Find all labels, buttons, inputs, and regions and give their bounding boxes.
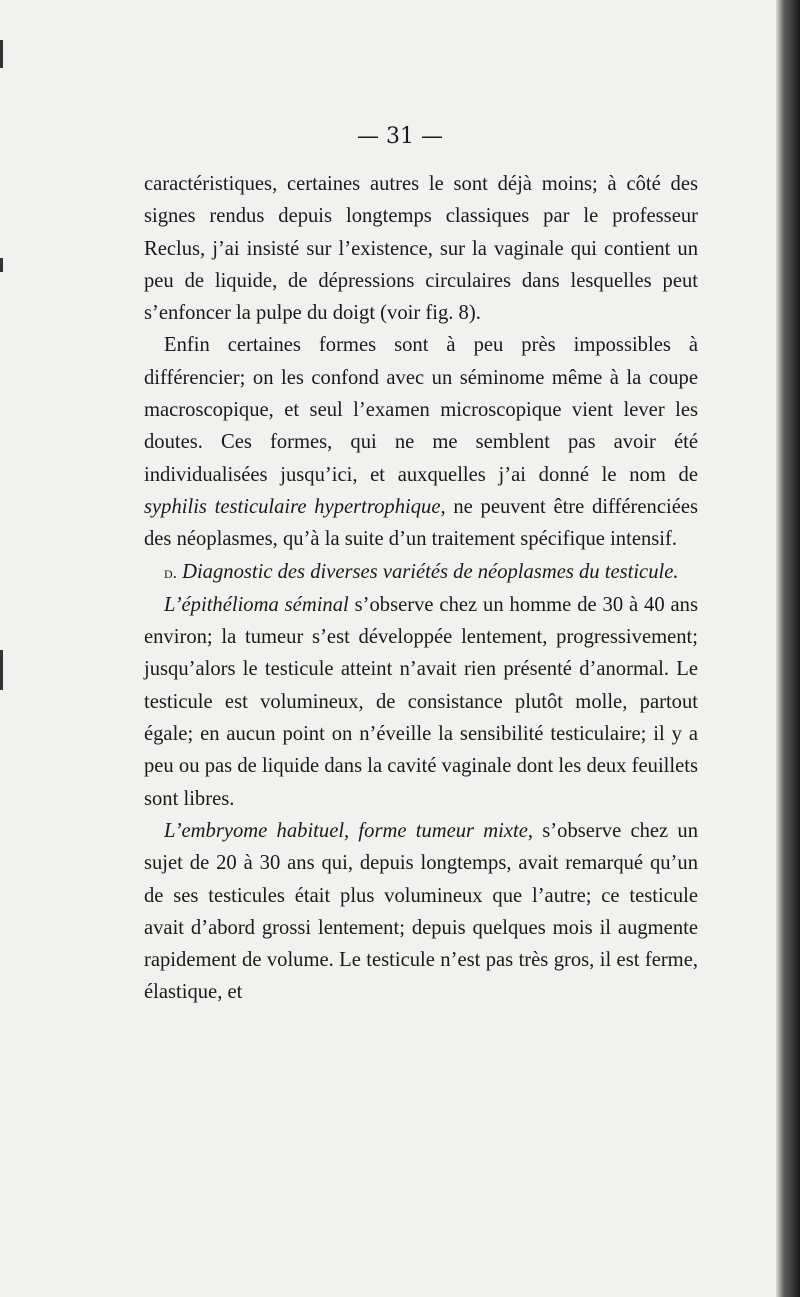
paragraph-4 [144,589,698,815]
paragraph-2-before: Enfin certaines formes sont à peu près impossibles à différencier; on les confond avec un séminome même à la coupe macroscopique, et seul l’examen microscopique vient lever les doutes. Ces formes, qui ne me semblent pas avoir été individualisées jusqu’ici, et auxquelles j’ai donné le nom de [144,334,698,486]
page-number: — 31 — [357,124,443,149]
paragraph-4-italic: L’épithélioma séminal [164,593,349,616]
book-spine-edge [776,0,800,1297]
paragraph-1: caractéristiques, certaines autres le sont déjà moins; à côté des signes rendus depuis longtemps classiques par le professeur Reclus, j’ai insisté sur l’existence, sur la vaginale qui contient un peu de liquide, de dépressions circulaires dans lesquelles peut s’enfoncer la pulpe du doigt (voir fig. 8). [144,173,698,325]
paragraph-2 [144,329,698,555]
paragraph-4-after: s’observe chez un homme de 30 à 40 ans environ; la tumeur s’est développée lentement, progressivement; jusqu’alors le testicule atteint n’avait rien présenté d’anormal. Le testicule est volumineux, de consistance plutôt molle, partout égale; en aucun point on n’éveille la sensibilité testiculaire; il y a peu ou pas de liquide dans la cavité vaginale dont les deux feuillets sont libres. [144,593,698,810]
section-heading [144,556,698,589]
scan-margin-marks [0,0,8,1297]
paragraph-5-italic: L’embryome habituel, forme tumeur mixte [164,819,528,842]
paragraph-2-italic: syphilis testiculaire hypertrophique [144,495,441,518]
section-title: Diagnostic des diverses variétés de néoplasmes du testicule. [182,560,679,583]
body-text [144,168,698,1009]
paragraph-2-after: , ne peuvent être différenciées des néoplasmes, qu’à la suite d’un traitement spécifique intensif. [144,495,698,551]
section-letter: d. [164,562,177,582]
paragraph-5-after: , s’observe chez un sujet de 20 à 30 ans qui, depuis longtemps, avait remarqué qu’un de ses testicules était plus volumineux que l’autre; ce testicule avait d’abord grossi lentement; depuis quelques mois il augmente rapidement de volume. Le testicule n’est pas très gros, il est ferme, élastique, et [144,819,698,1004]
paragraph-5 [144,815,698,1009]
